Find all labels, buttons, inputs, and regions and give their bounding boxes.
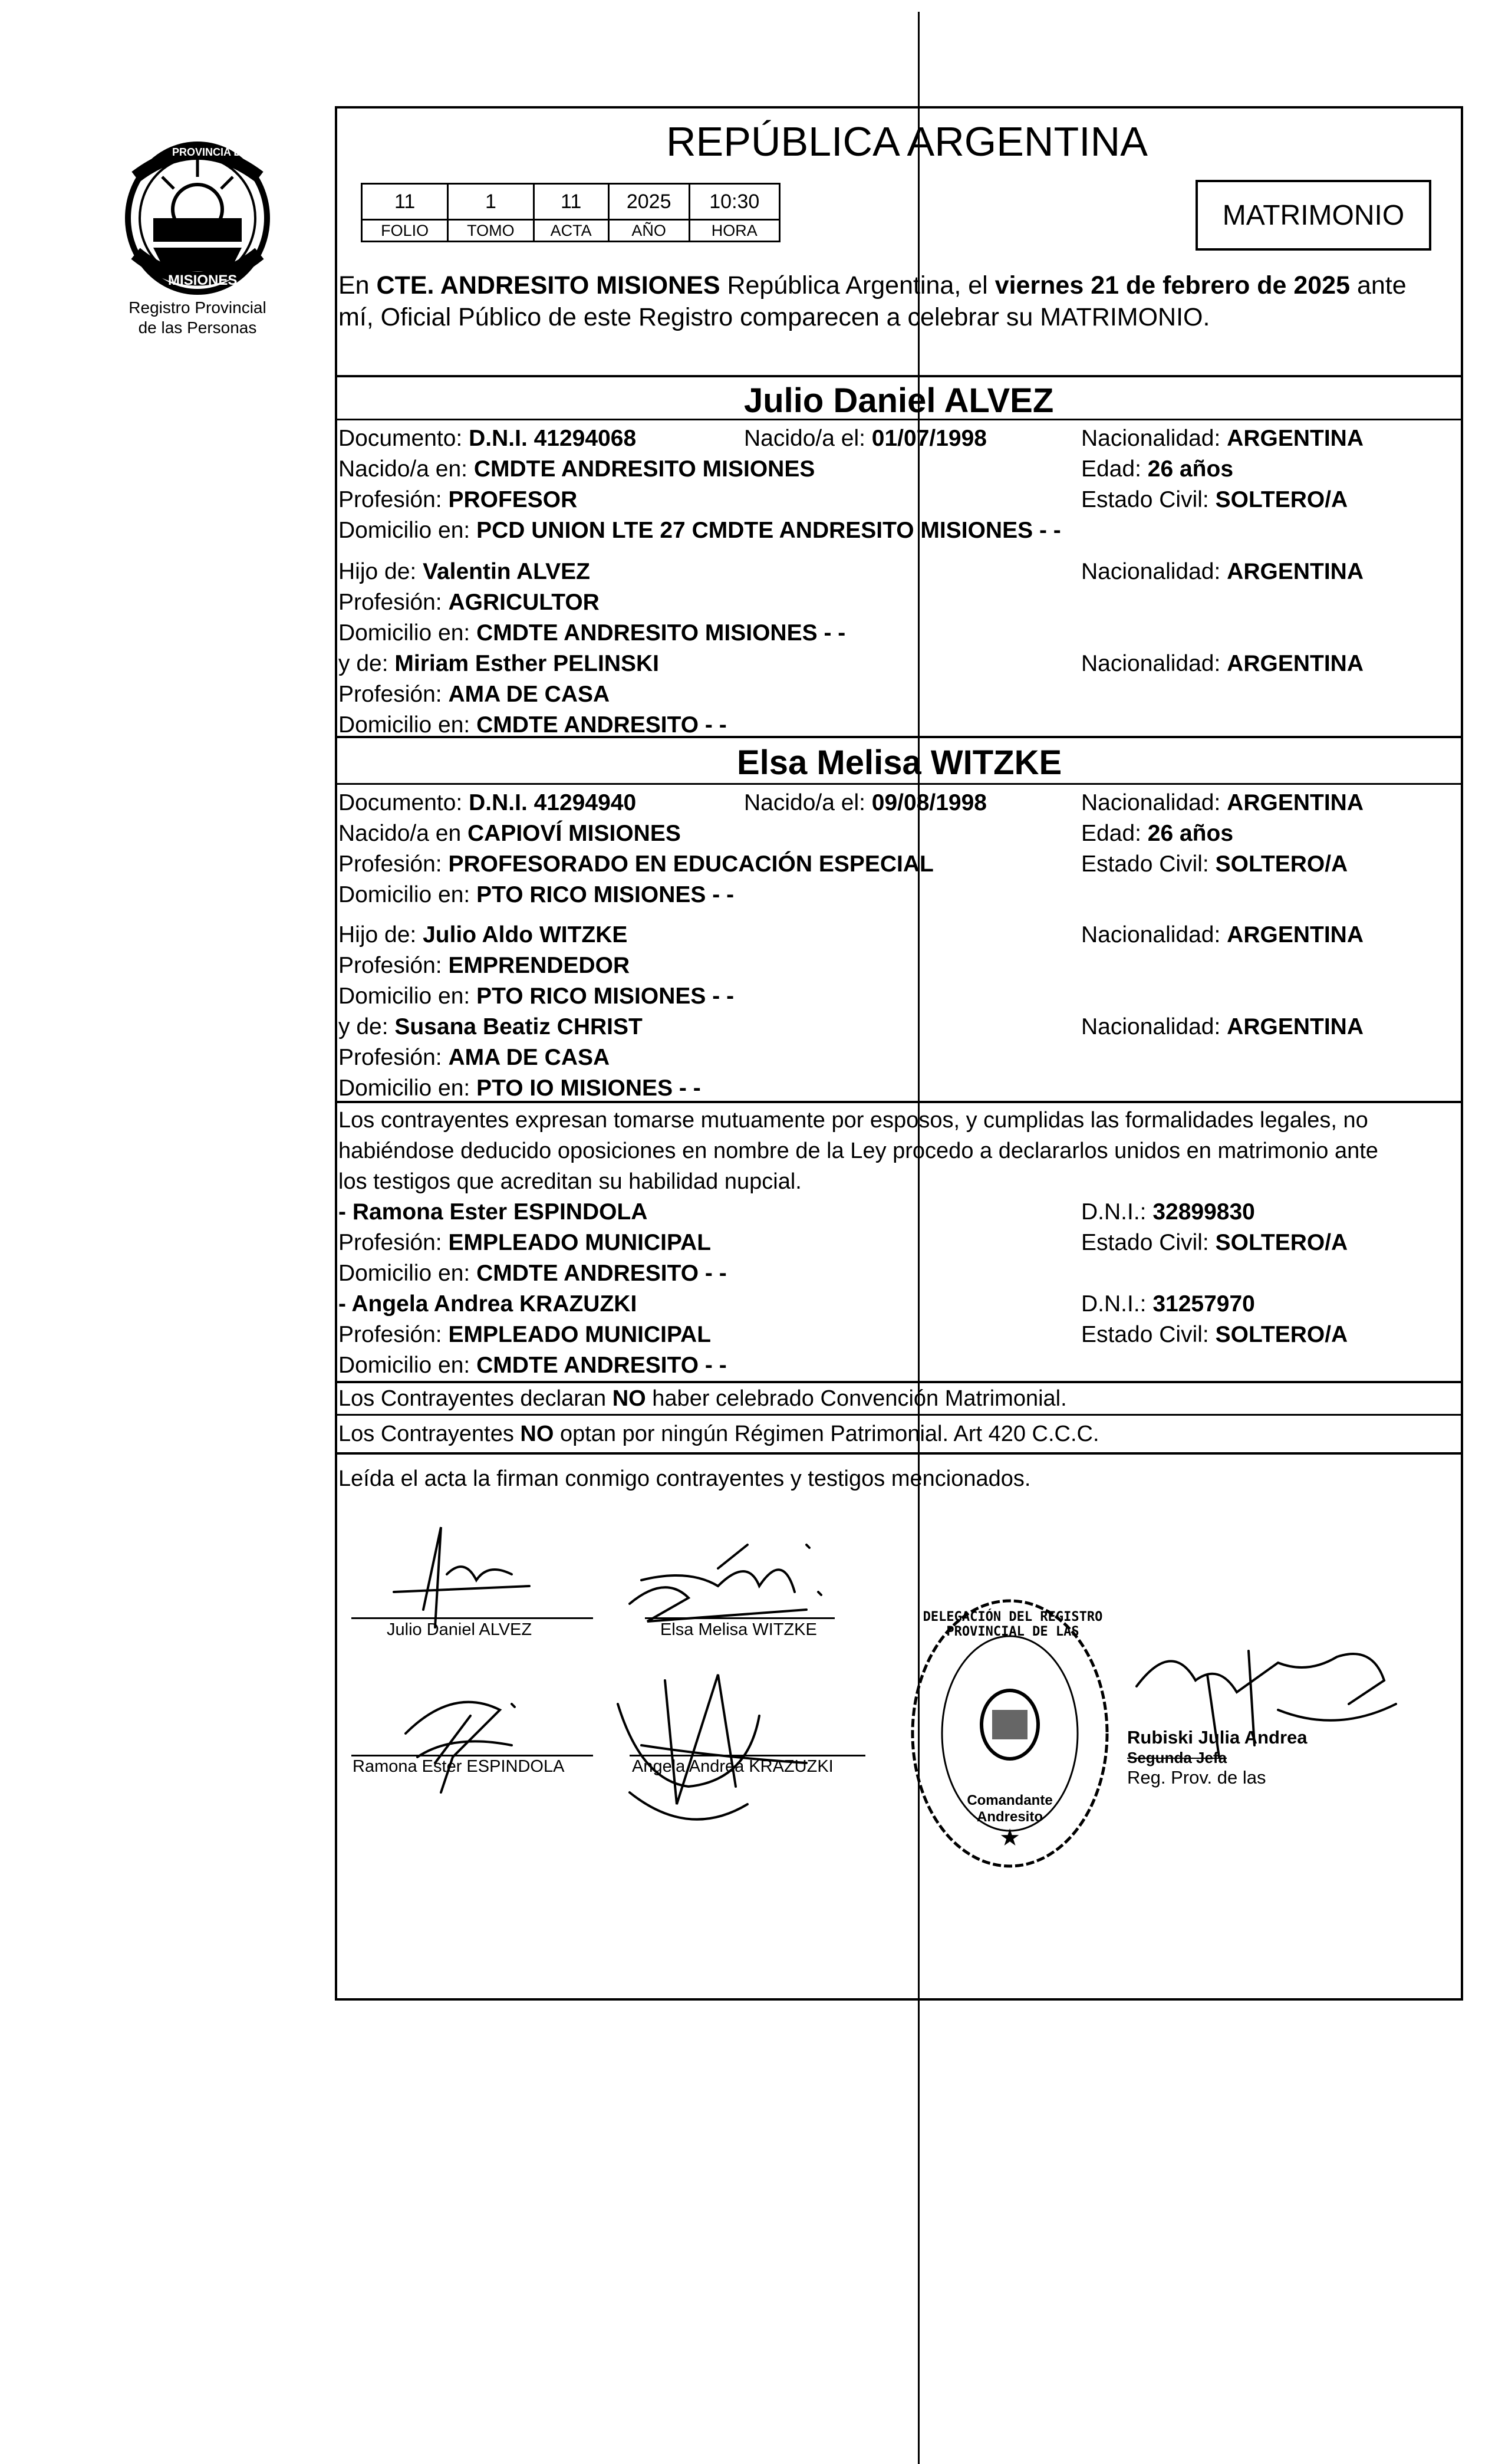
official-name: Rubiski Julia Andrea — [1127, 1727, 1308, 1748]
label: Profesión: — [338, 1322, 449, 1347]
c1-father — [338, 557, 590, 587]
label: Edad: — [1081, 821, 1148, 846]
declaration-line2: habiéndose deducido oposiciones en nombre de la Ley procedo a declararlos unidos en matrimonio ante — [338, 1139, 1378, 1163]
act-type-box — [1196, 180, 1431, 251]
c2-birthplace — [338, 818, 681, 849]
stamp-inner-text: Comandante Andresito — [967, 1792, 1053, 1825]
separator-closing — [335, 1452, 1461, 1455]
c1-profession — [338, 485, 577, 515]
conventions-no-2: NO — [520, 1422, 554, 1446]
label: Edad: — [1081, 456, 1148, 482]
contrayente1-name: Julio Daniel ALVEZ — [744, 381, 1054, 420]
label: Estado Civil: — [1081, 851, 1216, 877]
witness1-profession — [338, 1228, 711, 1258]
province-seal — [118, 136, 277, 295]
label: Hijo de: — [338, 922, 423, 948]
label: Domicilio en: — [338, 1261, 477, 1286]
c1-age — [1081, 454, 1233, 485]
label: Estado Civil: — [1081, 487, 1216, 512]
seal-caption — [106, 298, 289, 338]
c2-document — [338, 788, 636, 818]
c2-father-profession — [338, 950, 630, 981]
label: Profesión: — [338, 953, 449, 978]
folio-label: FOLIO — [362, 220, 448, 242]
intro-date: viernes 21 de febrero de 2025 — [994, 271, 1350, 300]
label: Documento: — [338, 790, 469, 815]
label: D.N.I.: — [1081, 1291, 1153, 1317]
seal-top-text: PROVINCIA DE — [172, 146, 249, 158]
c1-mother-prof: AMA DE CASA — [448, 682, 610, 707]
w1-dni-value: 32899830 — [1152, 1199, 1255, 1225]
c1-mother-nat: ARGENTINA — [1227, 651, 1364, 676]
separator-c2-name — [335, 783, 1461, 785]
c2-mother-nat: ARGENTINA — [1227, 1014, 1364, 1039]
c1-father-prof: AGRICULTOR — [448, 590, 600, 615]
text: Los Contrayentes — [338, 1422, 521, 1446]
c1-document — [338, 423, 636, 454]
c2-civil-value: SOLTERO/A — [1215, 851, 1348, 877]
official-block — [1127, 1728, 1308, 1788]
c2-birth-date: 09/08/1998 — [871, 790, 987, 815]
c1-father-domicile — [338, 618, 845, 649]
label: Profesión: — [338, 851, 449, 877]
label: Hijo de: — [338, 559, 423, 584]
closing-text: Leída el acta la firman conmigo contrayentes y testigos mencionados. — [338, 1466, 1031, 1491]
c1-mother — [338, 649, 659, 679]
tomo-label: TOMO — [448, 220, 533, 242]
c1-prof-value: PROFESOR — [448, 487, 578, 512]
text: Los Contrayentes declaran — [338, 1386, 612, 1411]
c2-birth — [744, 788, 987, 818]
act-type-label: MATRIMONIO — [1222, 199, 1405, 231]
separator-conventions-mid — [335, 1414, 1461, 1416]
stamp-ring-text: DELEGACIÓN DEL REGISTRO PROVINCIAL DE LAS — [923, 1610, 1103, 1639]
signature-label-bride: Elsa Melisa WITZKE — [660, 1620, 817, 1639]
c2-age-value: 26 años — [1147, 821, 1234, 846]
label: D.N.I.: — [1081, 1199, 1153, 1225]
w2-dom-value: CMDTE ANDRESITO - - — [476, 1353, 727, 1378]
intro-text: En — [338, 271, 377, 300]
province-seal-graphic — [118, 136, 277, 295]
c1-nationality — [1081, 423, 1364, 454]
label: Domicilio en: — [338, 983, 477, 1009]
witness1-civil — [1081, 1228, 1348, 1258]
c1-nat: ARGENTINA — [1227, 426, 1364, 451]
page-title: REPÚBLICA ARGENTINA — [666, 119, 1148, 165]
c1-father-nat: ARGENTINA — [1227, 559, 1364, 584]
witness2-profession — [338, 1320, 711, 1350]
label: Nacionalidad: — [1081, 790, 1227, 815]
c1-birthplace — [338, 454, 815, 485]
w1-civil-value: SOLTERO/A — [1215, 1230, 1348, 1255]
c2-profession — [338, 849, 934, 880]
c2-dni: D.N.I. 41294940 — [469, 790, 637, 815]
c1-mother-domicile — [338, 710, 727, 741]
official-stamp — [907, 1592, 1125, 1875]
separator-intro — [335, 375, 1461, 377]
scan-line — [918, 12, 920, 2464]
label: Nacionalidad: — [1081, 1014, 1227, 1039]
label: Domicilio en: — [338, 1353, 477, 1378]
intro-line1 — [338, 270, 1407, 301]
hora-value: 10:30 — [689, 184, 779, 220]
c2-age — [1081, 818, 1233, 849]
c2-father-name: Julio Aldo WITZKE — [423, 922, 628, 948]
c1-mother-name: Miriam Esther PELINSKI — [394, 651, 660, 676]
declaration-line1: Los contrayentes expresan tomarse mutuamente por esposos, y cumplidas las formalidades legales, no — [338, 1108, 1368, 1133]
c1-dom-value: PCD UNION LTE 27 CMDTE ANDRESITO MISIONES - - — [476, 518, 1061, 543]
c1-age-value: 26 años — [1147, 456, 1234, 482]
registry-table — [361, 183, 781, 242]
label: Domicilio en: — [338, 882, 477, 907]
label: Estado Civil: — [1081, 1230, 1216, 1255]
c1-mother-nationality — [1081, 649, 1364, 679]
seal-bottom-text: MISIONES — [168, 272, 238, 288]
c2-mother — [338, 1012, 643, 1042]
official-office: Reg. Prov. de las — [1127, 1767, 1266, 1788]
c2-mother-nationality — [1081, 1012, 1364, 1042]
text: haber celebrado Convención Matrimonial. — [646, 1386, 1067, 1411]
text: optan por ningún Régimen Patrimonial. Art 420 C.C.C. — [554, 1422, 1099, 1446]
label: Nacido/a en — [338, 821, 467, 846]
declaration-line3: los testigos que acreditan su habilidad nupcial. — [338, 1169, 802, 1194]
label: Nacionalidad: — [1081, 559, 1227, 584]
c2-birthplace-value: CAPIOVÍ MISIONES — [467, 821, 681, 846]
conventions-line2 — [338, 1419, 1099, 1449]
c1-dni: D.N.I. 41294068 — [469, 426, 637, 451]
acta-value: 11 — [533, 184, 608, 220]
c1-civil — [1081, 485, 1348, 515]
label: y de: — [338, 1014, 395, 1039]
c1-father-nationality — [1081, 557, 1364, 587]
signature-label-witness2: Angela Andrea KRAZUZKI — [632, 1757, 834, 1776]
c2-father — [338, 920, 627, 950]
c2-nationality — [1081, 788, 1364, 818]
c1-father-name: Valentin ALVEZ — [423, 559, 590, 584]
acta-label: ACTA — [533, 220, 608, 242]
c1-father-profession — [338, 587, 600, 618]
label: Profesión: — [338, 1230, 449, 1255]
signature-line-witness1 — [351, 1755, 593, 1756]
anio-label: AÑO — [608, 220, 689, 242]
c1-birth — [744, 423, 987, 454]
svg-text:★: ★ — [999, 1824, 1020, 1851]
tomo-value: 1 — [448, 184, 533, 220]
official-role: Segunda Jefa — [1127, 1749, 1227, 1766]
intro-place: CTE. ANDRESITO MISIONES — [376, 271, 720, 300]
c2-nat: ARGENTINA — [1227, 790, 1364, 815]
c1-father-dom: CMDTE ANDRESITO MISIONES - - — [476, 620, 846, 646]
label: Nacionalidad: — [1081, 426, 1227, 451]
label: Profesión: — [338, 1045, 449, 1070]
c1-birthplace-value: CMDTE ANDRESITO MISIONES — [473, 456, 815, 482]
seal-caption-line1: Registro Provincial — [129, 298, 266, 317]
label: Nacido/a el: — [744, 790, 872, 815]
witness1-domicile — [338, 1258, 727, 1289]
c2-father-dom: PTO RICO MISIONES - - — [476, 983, 735, 1009]
c2-mother-name: Susana Beatiz CHRIST — [394, 1014, 643, 1039]
label: Profesión: — [338, 682, 449, 707]
label: Nacido/a el: — [744, 426, 872, 451]
c2-mother-dom: PTO IO MISIONES - - — [476, 1075, 701, 1101]
signature-line-groom — [351, 1617, 593, 1619]
label: y de: — [338, 651, 395, 676]
c2-mother-domicile — [338, 1073, 701, 1104]
c2-father-nat: ARGENTINA — [1227, 922, 1364, 948]
w2-prof-value: EMPLEADO MUNICIPAL — [448, 1322, 712, 1347]
contrayente2-name: Elsa Melisa WITZKE — [737, 744, 1062, 782]
c2-father-nationality — [1081, 920, 1364, 950]
c1-civil-value: SOLTERO/A — [1215, 487, 1348, 512]
c1-birth-date: 01/07/1998 — [871, 426, 987, 451]
label: Documento: — [338, 426, 469, 451]
label: Profesión: — [338, 487, 449, 512]
c2-father-domicile — [338, 981, 734, 1012]
seal-caption-line2: de las Personas — [138, 318, 257, 337]
signature-label-groom: Julio Daniel ALVEZ — [387, 1620, 532, 1639]
intro-text: ante — [1350, 271, 1407, 300]
signature-label-witness1: Ramona Ester ESPINDOLA — [353, 1757, 565, 1776]
w1-prof-value: EMPLEADO MUNICIPAL — [448, 1230, 712, 1255]
w1-dom-value: CMDTE ANDRESITO - - — [476, 1261, 727, 1286]
w2-dni-value: 31257970 — [1152, 1291, 1255, 1317]
c2-father-prof: EMPRENDEDOR — [448, 953, 630, 978]
signature-scribbles — [335, 1509, 1461, 1934]
witness2-civil — [1081, 1320, 1348, 1350]
signature-line-bride — [645, 1617, 835, 1619]
w2-civil-value: SOLTERO/A — [1215, 1322, 1348, 1347]
c2-mother-profession — [338, 1042, 610, 1073]
witness1-name: - Ramona Ester ESPINDOLA — [338, 1199, 648, 1225]
conventions-line1 — [338, 1383, 1067, 1414]
label: Profesión: — [338, 590, 449, 615]
label: Nacionalidad: — [1081, 651, 1227, 676]
label: Domicilio en: — [338, 620, 477, 646]
folio-value: 11 — [362, 184, 448, 220]
label: Nacionalidad: — [1081, 922, 1227, 948]
c2-prof-value: PROFESORADO EN EDUCACIÓN ESPECIAL — [448, 851, 934, 877]
c1-mother-profession — [338, 679, 610, 710]
c1-domicile — [338, 515, 1061, 546]
c2-civil — [1081, 849, 1348, 880]
c2-dom-value: PTO RICO MISIONES - - — [476, 882, 735, 907]
label: Nacido/a en: — [338, 456, 474, 482]
intro-text: República Argentina, el — [720, 271, 995, 300]
conventions-no-1: NO — [612, 1386, 646, 1411]
intro-line2: mí, Oficial Público de este Registro comparecen a celebrar su MATRIMONIO. — [338, 303, 1210, 331]
label: Domicilio en: — [338, 712, 477, 738]
witness2-dni — [1081, 1289, 1255, 1320]
anio-value: 2025 — [608, 184, 689, 220]
label: Domicilio en: — [338, 1075, 477, 1101]
c1-mother-dom: CMDTE ANDRESITO - - — [476, 712, 727, 738]
label: Domicilio en: — [338, 518, 477, 543]
c2-domicile — [338, 880, 734, 910]
c2-mother-prof: AMA DE CASA — [448, 1045, 610, 1070]
witness2-domicile — [338, 1350, 727, 1381]
hora-label: HORA — [689, 220, 779, 242]
witness1-dni — [1081, 1197, 1255, 1228]
witness2-name: - Angela Andrea KRAZUZKI — [338, 1291, 637, 1317]
signature-line-witness2 — [630, 1755, 865, 1756]
label: Estado Civil: — [1081, 1322, 1216, 1347]
